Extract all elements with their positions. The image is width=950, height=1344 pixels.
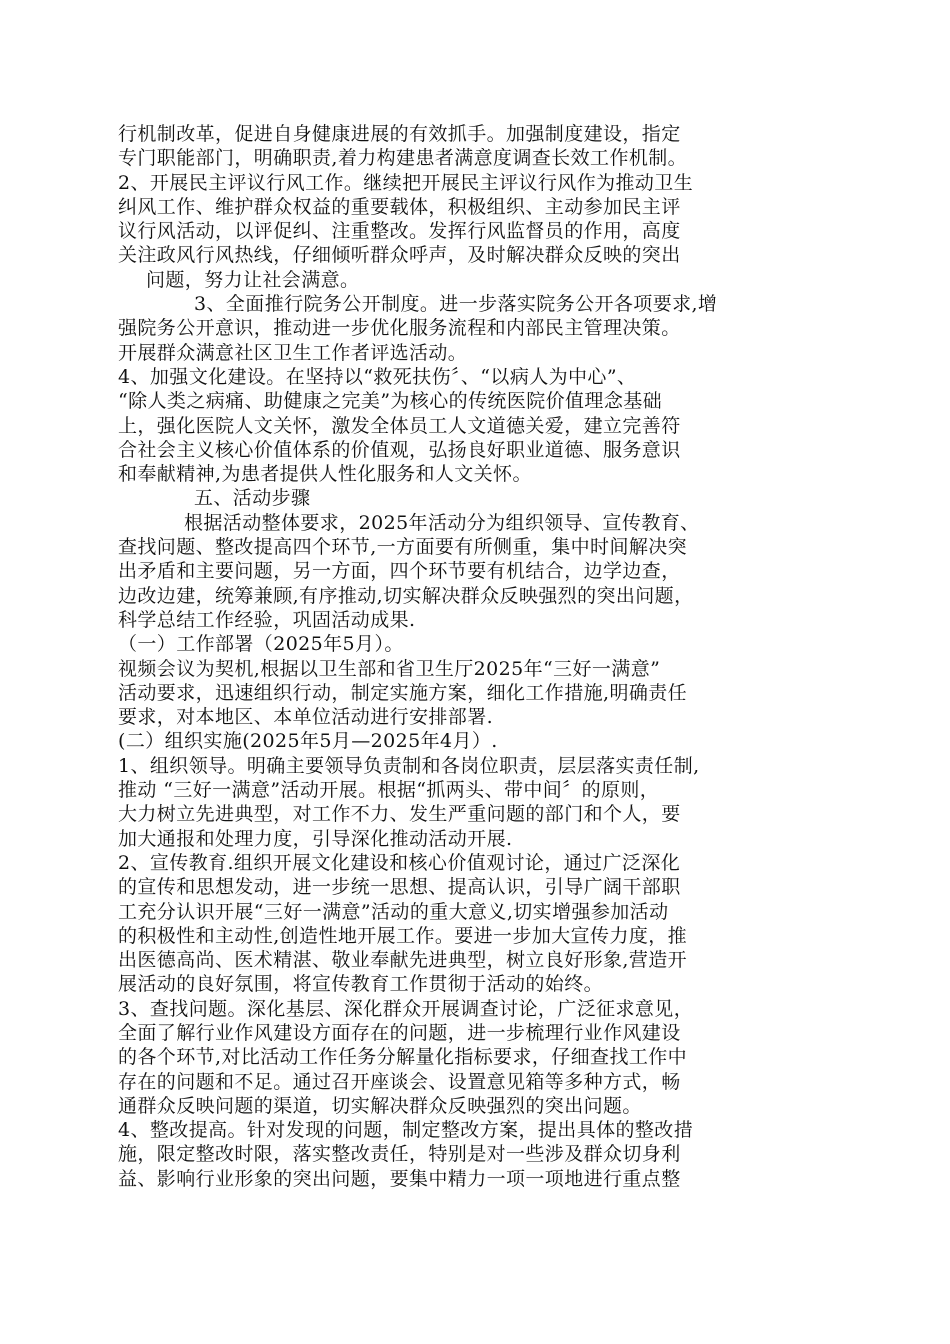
paragraph-heading: 1、组织领导。明确主要领导负责制和各岗位职责，层层落实责任制, <box>118 754 700 777</box>
text-line: 大力树立先进典型，对工作不力、发生严重问题的部门和个人，要 <box>118 803 681 826</box>
paragraph-heading: 4、整改提高。针对发现的问题，制定整改方案，提出具体的整改措 <box>118 1119 694 1142</box>
paragraph-start: 根据活动整体要求，2025年活动分为组织领导、宣传教育、 <box>184 511 700 534</box>
text-line: 通群众反映问题的渠道，切实解决群众反映强烈的突出问题。 <box>118 1094 642 1117</box>
text-line: 议行风活动，以评促纠、注重整改。发挥行风监督员的作用，高度 <box>118 220 681 243</box>
text-line: 全面了解行业作风建设方面存在的问题，进一步梳理行业作风建设 <box>118 1021 681 1044</box>
text-line: 行机制改革，促进自身健康进展的有效抓手。加强制度建设，指定 <box>118 123 681 145</box>
document-body <box>118 122 818 1191</box>
text-line: 活动要求，迅速组织行动，制定实施方案，细化工作措施,明确责任 <box>118 681 688 704</box>
paragraph-heading: 3、全面推行院务公开制度。进一步落实院务公开各项要求,增 <box>194 293 718 316</box>
text-line: 科学总结工作经验，巩固活动成果. <box>118 608 416 631</box>
text-line: 益、影响行业形象的突出问题，要集中精力一项一项地进行重点整 <box>118 1167 681 1190</box>
text-line: 工充分认识开展“三好一满意”活动的重大意义,切实增强参加活动 <box>118 900 669 923</box>
text-line: 的宣传和思想发动，进一步统一思想、提高认识，引导广阔干部职 <box>118 876 681 899</box>
paragraph-heading: 2、开展民主评议行风工作。继续把开展民主评议行风作为推动卫生 <box>118 171 694 194</box>
text-line: 存在的问题和不足。通过召开座谈会、设置意见箱等多种方式，畅 <box>118 1070 681 1093</box>
text-line: 纠风工作、维护群众权益的重要载体，积极组织、主动参加民主评 <box>118 195 681 218</box>
text-line: 上，强化医院人文关怀，激发全体员工人文道德关爱，建立完善符 <box>118 414 681 437</box>
text-line: 展活动的良好氛围，将宣传教育工作贯彻于活动的始终。 <box>118 973 604 996</box>
text-line: “除人类之病痛、助健康之完美”为核心的传统医院价值理念基础 <box>118 390 663 413</box>
text-line: 问题，努力让社会满意。 <box>146 268 360 291</box>
text-line: 强院务公开意识，推动进一步优化服务流程和内部民主管理决策。 <box>118 317 681 340</box>
text-line: 视频会议为契机,根据以卫生部和省卫生厅2025年“三好一满意” <box>118 657 661 680</box>
text-line: 专门职能部门，明确职责,着力构建患者满意度调查长效工作机制。 <box>118 147 688 170</box>
text-line: 和奉献精神,为患者提供人性化服务和人文关怀。 <box>118 463 532 486</box>
text-line: 要求，对本地区、本单位活动进行安排部署. <box>118 706 494 729</box>
text-line: 加大通报和处理力度，引导深化推动活动开展. <box>118 827 513 850</box>
text-line: 出矛盾和主要问题，另一方面，四个环节要有机结合，边学边查， <box>118 560 681 583</box>
section-heading: 五、活动步骤 <box>194 487 311 510</box>
text-line: 开展群众满意社区卫生工作者评选活动。 <box>118 341 468 364</box>
text-line: 的各个环节,对比活动工作任务分解量化指标要求，仔细查找工作中 <box>118 1046 688 1069</box>
subsection-heading: (二）组织实施(2025年5月—2025年4月）. <box>118 730 498 753</box>
text-line: 查找问题、整改提高四个环节,一方面要有所侧重，集中时间解决突 <box>118 536 688 559</box>
paragraph-heading: 4、加强文化建设。在坚持以“救死扶伤〞、“以病人为中心”、 <box>118 365 637 388</box>
text-line: 出医德高尚、医术精湛、敬业奉献先进典型，树立良好形象,营造开 <box>118 949 688 972</box>
subsection-heading: （一）工作部署（2025年5月）。 <box>118 633 404 656</box>
text-line: 施，限定整改时限，落实整改责任，特别是对一些涉及群众切身利 <box>118 1143 681 1166</box>
text-line: 推动 “三好一满意”活动开展。根据“抓两头、带中间〞的原则， <box>118 779 660 802</box>
paragraph-heading: 2、宣传教育.组织开展文化建设和核心价值观讨论，通过广泛深化 <box>118 851 681 874</box>
text-line: 边改边建，统筹兼顾,有序推动,切实解决群众反映强烈的突出问题， <box>118 584 694 607</box>
text-line: 合社会主义核心价值体系的价值观，弘扬良好职业道德、服务意识 <box>118 438 681 461</box>
text-line: 的积极性和主动性,创造性地开展工作。要进一步加大宣传力度，推 <box>118 924 688 947</box>
paragraph-heading: 3、查找问题。深化基层、深化群众开展调查讨论，广泛征求意见， <box>118 997 694 1020</box>
text-line: 关注政风行风热线，仔细倾听群众呼声，及时解决群众反映的突出 <box>118 244 681 267</box>
